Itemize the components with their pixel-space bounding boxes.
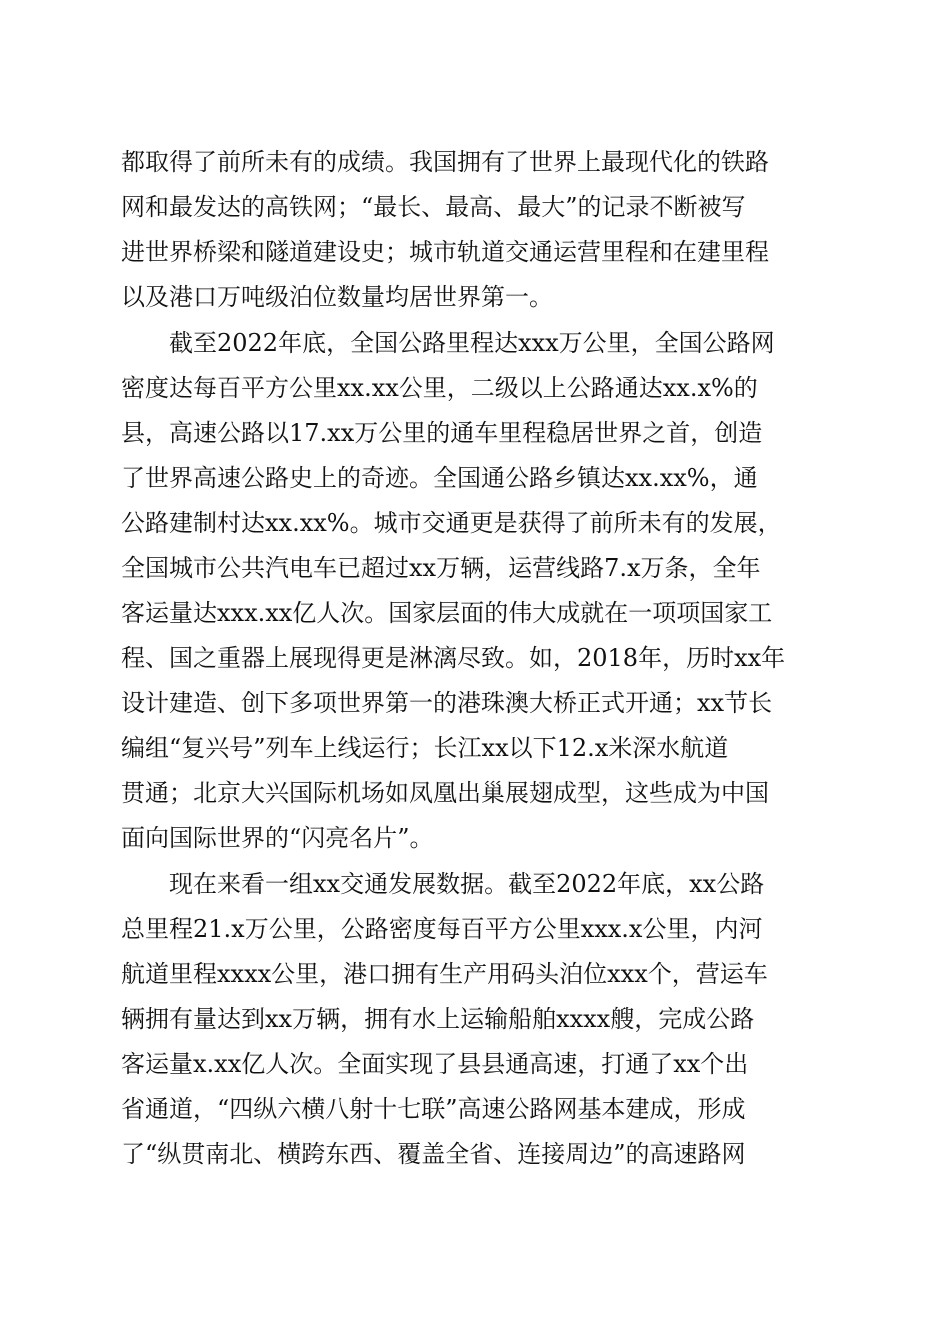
paragraph-3-line-2: 总里程21.x万公里，公路密度每百平方公里xxx.x公里，内河 [121,915,763,943]
paragraph-2-line-10: 编组“复兴号”列车上线运行；长江xx以下12.x米深水航道 [121,734,729,762]
paragraph-3-line-3: 航道里程xxxx公里，港口拥有生产用码头泊位xxx个，营运车 [121,960,768,988]
paragraph-1-line-3: 进世界桥梁和隧道建设史；城市轨道交通运营里程和在建里程 [121,238,769,266]
paragraph-2-line-8: 程、国之重器上展现得更是淋漓尽致。如，2018年，历时xx年 [121,644,786,672]
paragraph-2-line-1: 截至2022年底，全国公路里程达xxx万公里，全国公路网 [169,329,775,357]
paragraph-3-line-1: 现在来看一组xx交通发展数据。截至2022年底，xx公路 [169,870,765,898]
paragraph-2-line-5: 公路建制村达xx.xx%。城市交通更是获得了前所未有的发展， [121,509,782,537]
paragraph-3-line-7: 了“纵贯南北、横跨东西、覆盖全省、连接周边”的高速路网 [121,1140,746,1168]
paragraph-2-line-2: 密度达每百平方公里xx.xx公里，二级以上公路通达xx.x%的 [121,374,758,402]
paragraph-1-line-4: 以及港口万吨级泊位数量均居世界第一。 [121,283,553,311]
paragraph-2-line-6: 全国城市公共汽电车已超过xx万辆，运营线路7.x万条，全年 [121,554,761,582]
paragraph-3-line-6: 省通道，“四纵六横八射十七联”高速公路网基本建成，形成 [121,1095,746,1123]
paragraph-1-line-2: 网和最发达的高铁网；“最长、最高、最大”的记录不断被写 [121,193,746,221]
paragraph-3-line-4: 辆拥有量达到xx万辆，拥有水上运输船舶xxxx艘，完成公路 [121,1005,755,1033]
paragraph-2-line-11: 贯通；北京大兴国际机场如凤凰出巢展翅成型，这些成为中国 [121,779,769,807]
paragraph-2-line-12: 面向国际世界的“闪亮名片”。 [121,824,434,852]
paragraph-3-line-5: 客运量x.xx亿人次。全面实现了县县通高速，打通了xx个出 [121,1050,749,1078]
paragraph-2-line-7: 客运量达xxx.xx亿人次。国家层面的伟大成就在一项项国家工 [121,599,773,627]
paragraph-2-line-4: 了世界高速公路史上的奇迹。全国通公路乡镇达xx.xx%，通 [121,464,758,492]
paragraph-2-line-9: 设计建造、创下多项世界第一的港珠澳大桥正式开通；xx节长 [121,689,773,717]
paragraph-2-line-3: 县，高速公路以17.xx万公里的通车里程稳居世界之首，创造 [121,419,763,447]
paragraph-1-line-1: 都取得了前所未有的成绩。我国拥有了世界上最现代化的铁路 [121,148,769,176]
